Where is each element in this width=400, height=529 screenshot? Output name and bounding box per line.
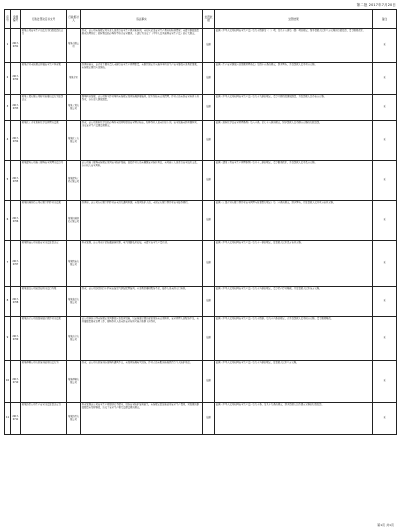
row-result: 依据《中华人民共和国安全生产法》第九十一条的规定，处罚款人民币贰万伍仟元整。 [215, 241, 373, 287]
column-header-party: 行政相对人 [67, 10, 81, 29]
row-remark: 无 [373, 361, 397, 403]
row-subject: 某某食品公司液氨使用违法行为案 [21, 287, 67, 317]
row-result: 依据《中华人民共和国安全生产法》第九十九条的规定，责令立即消除事故隐患，并处罚款人民币伍万元整。 [215, 95, 373, 121]
row-number: 5 [5, 161, 11, 201]
row-facts: 经查，该公司涉氨制冷车间未安装氨气泄漏报警装置，应急救援器材配备不足，操作人员未经专门培训。 [81, 287, 203, 317]
row-code: 2017-0707 [11, 241, 21, 287]
row-party: 某某有限公司 [67, 29, 81, 63]
table-row [5, 95, 397, 121]
row-remark: 无 [373, 317, 397, 361]
row-facts: 经调查核实，该企业主要负责人未履行安全生产管理职责，未组织制定并实施本单位的生产安全事故应急救援预案，未按规定组织应急演练。 [81, 63, 203, 95]
row-remark: 无 [373, 29, 397, 63]
row-facts: 该公司熔炼车间未按规定设置事故应急处置设施，吊运熔融金属的起重设备未定期检验，安全管理人员配备不足，未开展隐患排查治理工作，现场作业人员未经安全培训考核合格即上岗作业。 [81, 317, 203, 361]
row-code: 2017-0710 [11, 361, 21, 403]
row-result: 依据《危险化学品安全管理条例》第八十条、第七十八条的规定，给予罚款人民币捌万元整的行政处罚。 [215, 121, 373, 161]
table-row [5, 317, 397, 361]
row-subject: 某某物流公司仓储安全违法处罚决定 [21, 241, 67, 287]
row-code: 2017-0708 [11, 287, 21, 317]
row-result: 依据《中华人民共和国安全生产法》第九十四条、第九十六条的规定，合并处罚款人民币拾万元整，责令限期整改。 [215, 317, 373, 361]
row-number: 6 [5, 201, 11, 241]
row-subject: 某某冶金公司高温熔融金属作业违法案 [21, 317, 67, 361]
row-remark: 无 [373, 95, 397, 121]
table-header-row [5, 10, 397, 29]
row-remark: 无 [373, 121, 397, 161]
row-facts: 经查，该公司未按规定对从业人员进行安全生产教育和培训，未如实记录安全生产教育和培训情况；未建立事故隐患排查治理制度；危险物品储存场所不符合安全要求。上述行为违反了《中华人民共和国安全生产法》的有关规定。 [81, 29, 203, 63]
row-facts: 经查，该公司有机溶剂存放场所通风不良，未设置防爆电气设备，作业人员未配备防毒面具等个人防护用品。 [81, 361, 203, 403]
table-row [5, 161, 397, 201]
row-result: 依据《中华人民共和国安全生产法》第九十四条第（三）项、第九十八条第（四）项的规定，给予罚款人民币叁万元整的行政处罚，责令限期改正。 [215, 29, 373, 63]
row-party: 某某企业 [67, 63, 81, 95]
row-number: 2 [5, 63, 11, 95]
row-remark: 无 [373, 161, 397, 201]
row-subject: 某某纺织公司生产安全违法处罚决定书 [21, 403, 67, 435]
row-remark: 无 [373, 63, 397, 95]
row-number: 1 [5, 29, 11, 63]
table-row [5, 201, 397, 241]
row-number: 10 [5, 361, 11, 403]
row-code: 2017-0705 [11, 161, 21, 201]
row-basis: 依据 [203, 201, 215, 241]
row-basis: 依据 [203, 95, 215, 121]
row-facts: 检查发现该公司安全生产规章制度不健全，设备安全防护装置缺失，未按规定提取和使用安全生产费用，对发现的事故隐患未及时整改，违反了安全生产相关法律法规的规定。 [81, 403, 203, 435]
table-row [5, 361, 397, 403]
table-body [5, 29, 397, 435]
row-subject: 某某企业未按规定开展安全生产检查案 [21, 63, 67, 95]
row-result: 依据《生产安全事故应急预案管理办法》第四十五条的规定，给予警告，并处罚款人民币壹万元整。 [215, 63, 373, 95]
row-basis: 依据 [203, 317, 215, 361]
table-row [5, 403, 397, 435]
row-subject: 某某建筑公司施工现场安全管理违法行为 [21, 161, 67, 201]
row-basis: 依据 [203, 403, 215, 435]
column-header-basis: 处罚依据 [203, 10, 215, 29]
row-number: 11 [5, 403, 11, 435]
row-party: 某某机械制造有限公司 [67, 201, 81, 241]
row-subject: 某某印刷公司有机溶剂使用违法行为 [21, 361, 67, 403]
column-header-subject: 行政处罚决定书文号 [21, 10, 67, 29]
page-footer: 第1页 共1页 [377, 523, 394, 527]
row-code: 2017-0709 [11, 317, 21, 361]
row-party: 某某物流有限公司 [67, 241, 81, 287]
row-remark: 无 [373, 241, 397, 287]
column-header-code: 受理编号 [11, 10, 21, 29]
row-subject: 某某机械制造公司有限空间作业违法案 [21, 201, 67, 241]
row-basis: 依据 [203, 161, 215, 201]
row-code: 2017-0711 [11, 403, 21, 435]
row-remark: 无 [373, 287, 397, 317]
column-header-no: 序号 [5, 10, 11, 29]
header-date: 第二批 2017年7月20日 [356, 3, 396, 7]
row-basis: 依据 [203, 361, 215, 403]
row-code: 2017-0702 [11, 63, 21, 95]
row-facts: 经调查，该公司在有限空间作业前未进行通风检测，未设置监护人员，未制定有限空间作业安全操作规程。 [81, 201, 203, 241]
row-facts: 该公司施工现场未按规定设置安全防护设施，高处作业人员未佩戴安全防护用品，未对施工人员进行安全技术交底，存在较大安全风险。 [81, 161, 203, 201]
row-number: 4 [5, 121, 11, 161]
table-row [5, 287, 397, 317]
row-remark: 无 [373, 201, 397, 241]
row-code: 2017-0701 [11, 29, 21, 63]
row-party: 某某冶金有限公司 [67, 317, 81, 361]
row-code: 2017-0703 [11, 95, 21, 121]
row-subject: 某某公司安全生产违法行为行政处罚决定书 [21, 29, 67, 63]
row-remark: 无 [373, 403, 397, 435]
row-basis: 依据 [203, 63, 215, 95]
column-header-facts: 违法事实 [81, 10, 203, 29]
row-result: 依据《建设工程安全生产管理条例》第六十二条的规定，责令限期改正，并处罚款人民币贰万元整。 [215, 161, 373, 201]
row-result: 依据《中华人民共和国安全生产法》第九十六条的规定，责令停产停业整顿，并处罚款人民币伍万元整。 [215, 287, 373, 317]
row-code: 2017-0704 [11, 121, 21, 161]
row-basis: 依据 [203, 29, 215, 63]
row-number: 9 [5, 317, 11, 361]
table-row [5, 29, 397, 63]
table-row [5, 121, 397, 161]
column-header-remark: 备注 [373, 10, 397, 29]
row-code: 2017-0706 [11, 201, 21, 241]
row-party: 某某工贸有限公司 [67, 95, 81, 121]
column-header-result: 处罚结果 [215, 10, 373, 29]
row-basis: 依据 [203, 287, 215, 317]
table-row [5, 241, 397, 287]
row-result: 依据《中华人民共和国安全生产法》第九十条、第九十九条的规定，给予罚款人民币肆万元整的行政处罚。 [215, 403, 373, 435]
row-number: 8 [5, 287, 11, 317]
row-number: 3 [5, 95, 11, 121]
penalty-table [4, 9, 397, 435]
row-result: 依据《工贸企业有限空间作业安全管理与监督暂行规定》第三十条的规定，给予警告，并处罚款人民币壹万伍仟元整。 [215, 201, 373, 241]
row-facts: 经查，该公司危险化学品储存场所未设置明显的安全警示标志，特种作业人员未持证上岗，安全设施未经检测检验，违反安全生产法律法规规定。 [81, 121, 203, 161]
row-party: 某某化工有限公司 [67, 121, 81, 161]
table-row [5, 63, 397, 95]
row-party: 某某食品有限公司 [67, 287, 81, 317]
row-party: 某某印刷有限公司 [67, 361, 81, 403]
row-facts: 现场检查发现，该公司粉尘作业场所未按规定设置防爆泄爆装置，除尘系统未定期清理，作业人员未经安全培训上岗作业，存在重大事故隐患。 [81, 95, 203, 121]
row-result: 依据《中华人民共和国安全生产法》第九十六条的规定，处罚款人民币叁万元整。 [215, 361, 373, 403]
row-basis: 依据 [203, 121, 215, 161]
page-header [4, 1, 396, 9]
row-subject: 某某化工企业危险化学品管理违法案 [21, 121, 67, 161]
row-subject: 某某工贸有限公司粉尘防爆违法行为处罚决定 [21, 95, 67, 121]
row-party: 某某建筑工程有限公司 [67, 161, 81, 201]
row-party: 某某纺织有限公司 [67, 403, 81, 435]
row-number: 7 [5, 241, 11, 287]
row-basis: 依据 [203, 241, 215, 287]
row-facts: 检查发现，该公司仓库消防通道被堵塞，电气线路私拉乱接，未建立安全生产责任制。 [81, 241, 203, 287]
